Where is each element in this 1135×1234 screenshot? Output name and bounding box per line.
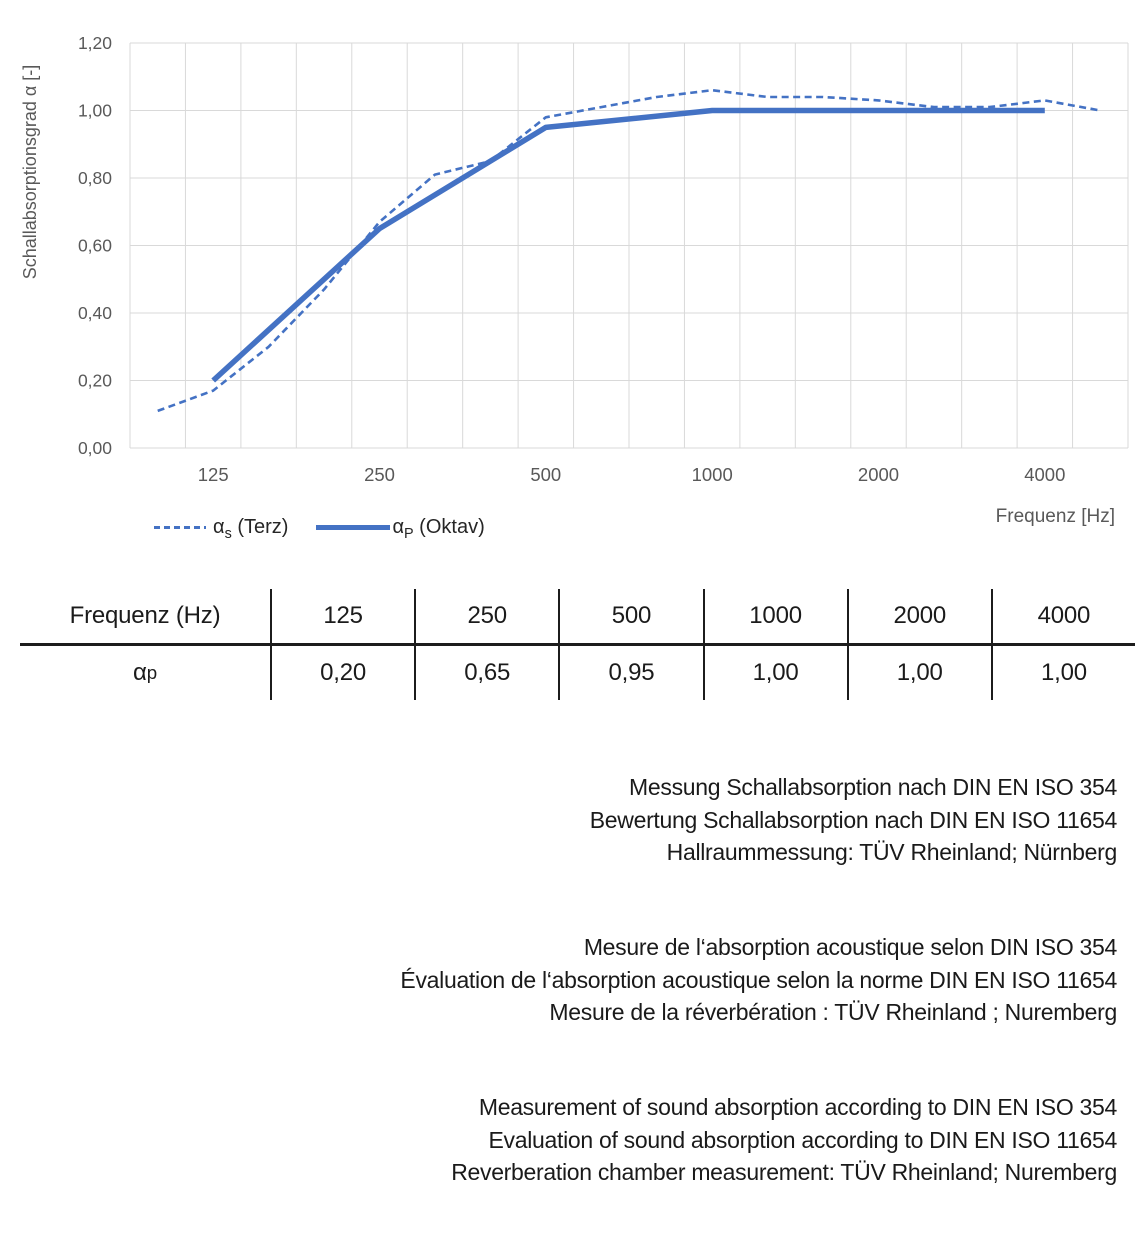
legend-dashed-line-icon <box>154 526 206 529</box>
note-line: Messung Schallabsorption nach DIN EN ISO 354 <box>629 774 1117 800</box>
svg-text:0,40: 0,40 <box>77 303 112 323</box>
svg-text:0,60: 0,60 <box>77 235 112 256</box>
table-value-250: 0,65 <box>414 646 558 700</box>
sound-absorption-chart <box>0 0 1135 560</box>
svg-text:0,00: 0,00 <box>77 438 112 458</box>
svg-text:0,80: 0,80 <box>77 168 112 188</box>
svg-text:250: 250 <box>364 464 395 485</box>
svg-text:0,20: 0,20 <box>77 370 112 391</box>
note-line: Mesure de la réverbération : TÜV Rheinland ; Nuremberg <box>549 999 1117 1025</box>
note-line: Evaluation of sound absorption according to DIN EN ISO 11654 <box>488 1126 1117 1153</box>
svg-text:2000: 2000 <box>857 464 900 485</box>
x-tick-labels <box>198 464 1066 485</box>
svg-text:500: 500 <box>530 464 562 485</box>
svg-text:125: 125 <box>197 464 229 485</box>
svg-text:4000: 4000 <box>1024 464 1066 485</box>
chart-gridlines <box>130 43 1128 448</box>
note-line: Reverberation chamber measurement: TÜV Rheinland; Nuremberg <box>451 1159 1117 1185</box>
table-value-125: 0,20 <box>270 646 414 700</box>
note-block-english <box>17 1091 1117 1189</box>
chart-legend <box>154 516 485 542</box>
table-header-frequency: Frequenz (Hz) <box>20 589 270 646</box>
legend-solid-line-icon <box>316 525 390 530</box>
table-value-1000: 1,00 <box>703 646 847 700</box>
table-header-125: 125 <box>270 589 414 646</box>
table-row-label-alpha-p: α p <box>133 659 157 686</box>
table-value-2000: 1,00 <box>847 646 991 700</box>
table-header-4000: 4000 <box>991 589 1135 646</box>
legend-label-alpha-p: $\alpha_P$ (Oktav) <box>392 516 485 542</box>
note-line: Bewertung Schallabsorption nach DIN EN ISO 11654 <box>589 806 1117 833</box>
svg-text:1000: 1000 <box>691 464 733 485</box>
note-line: Mesure de l‘absorption acoustique selon DIN ISO 354 <box>583 934 1117 960</box>
note-line: Measurement of sound absorption according to DIN EN ISO 354 <box>478 1094 1117 1120</box>
chart-canvas <box>0 0 1135 505</box>
table-header-1000: 1000 <box>703 589 847 646</box>
table-header-2000: 2000 <box>847 589 991 646</box>
note-block-french <box>17 931 1117 1029</box>
alpha-p-table <box>20 589 1135 700</box>
legend-label-alpha-s: $\alpha_s$ (Terz) <box>213 516 289 542</box>
table-value-4000: 1,00 <box>991 646 1135 700</box>
note-block-german <box>17 771 1117 869</box>
table-header-500: 500 <box>558 589 702 646</box>
y-tick-labels <box>78 33 112 458</box>
table-value-500: 0,95 <box>558 646 702 700</box>
note-line: Hallraummessung: TÜV Rheinland; Nürnberg <box>666 839 1117 865</box>
svg-text:1,00: 1,00 <box>77 100 112 121</box>
svg-text:1,20: 1,20 <box>77 33 112 53</box>
x-axis-title: Frequenz [Hz] <box>995 506 1115 527</box>
table-header-250: 250 <box>414 589 558 646</box>
y-axis-title: Schallabsorptionsgrad α [-] <box>20 64 40 280</box>
note-line: Évaluation de l‘absorption acoustique selon la norme DIN EN ISO 11654 <box>400 966 1117 993</box>
